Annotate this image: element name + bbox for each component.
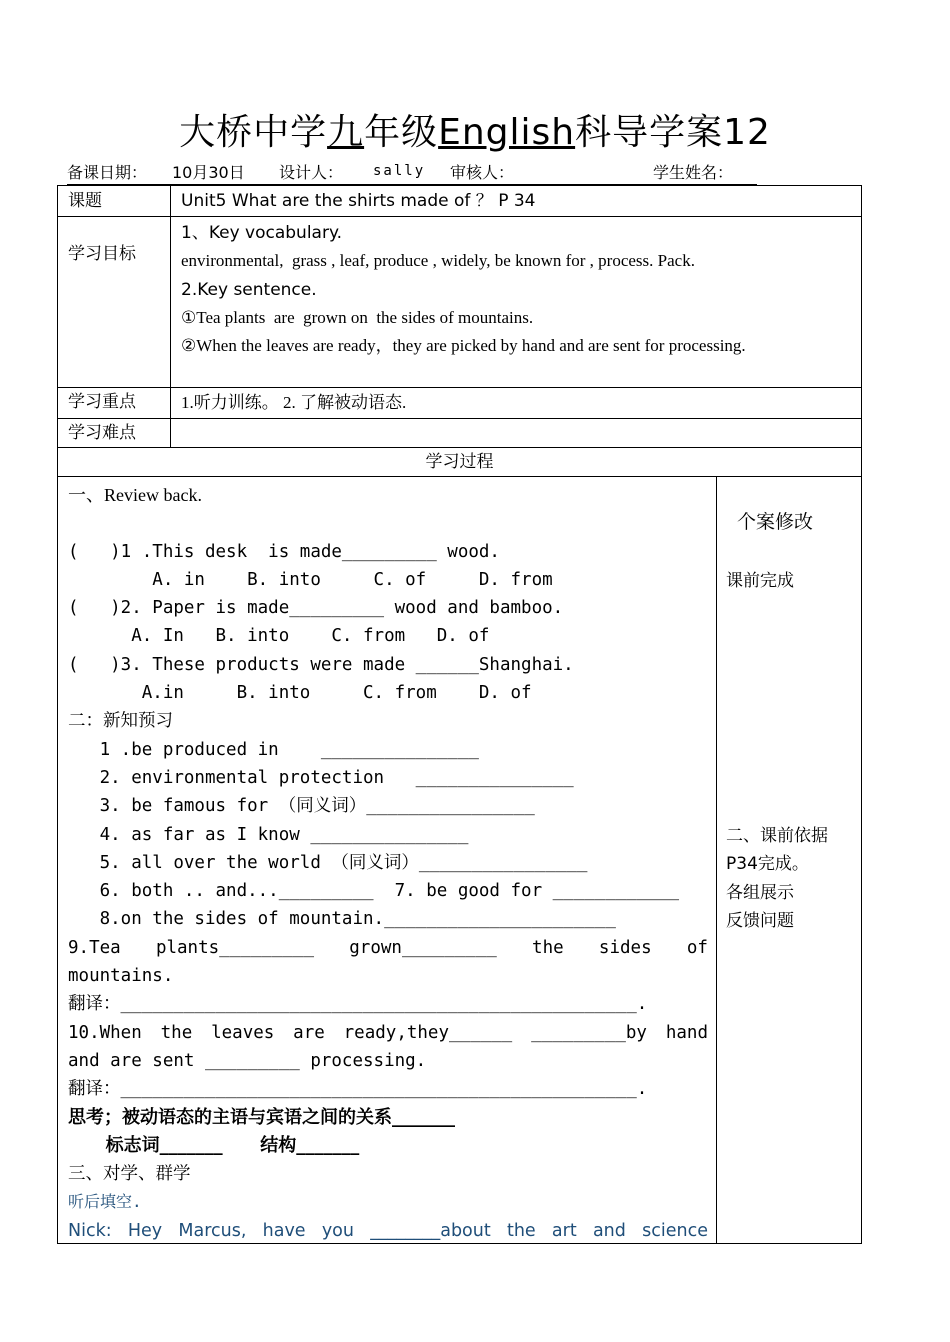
sentence-heading: 2.Key sentence.	[181, 279, 317, 300]
question-1: ( )1 .This desk is made_________ wood.	[68, 541, 500, 562]
question-1-options: A. in B. into C. of D. from	[68, 569, 553, 590]
document-title: 大桥中学九年级English科导学案12	[179, 112, 771, 153]
translate-line-2: 翻译：_________________________________________________.	[68, 1079, 648, 1100]
process-header-row	[58, 448, 862, 477]
student-label: 学生姓名：	[653, 163, 734, 182]
question-3: ( )3. These products were made ______Shanghai.	[68, 654, 574, 675]
reviewer-label: 审核人：	[450, 163, 515, 182]
preview-item-10-end: and are sent _________ processing.	[68, 1050, 427, 1071]
note-line-4: 反馈问题	[726, 910, 794, 931]
difficulty-value	[171, 419, 862, 448]
notes-title: 个案修改	[737, 511, 814, 533]
translate-line-1: 翻译：_________________________________________________.	[68, 994, 648, 1015]
note-group	[726, 822, 828, 935]
question-3-options: A.in B. into C. from D. of	[68, 683, 532, 704]
designer-label: 设计人：	[279, 163, 344, 182]
preview-heading: 二：新知预习	[68, 711, 173, 732]
preview-item-4: 4. as far as I know _______________	[68, 824, 469, 845]
listen-heading: 听后填空.	[68, 1192, 142, 1212]
designer-value: sally	[373, 163, 426, 179]
preview-item-5: 5. all over the world （同义词）________________	[68, 852, 588, 873]
note-line-3: 各组展示	[726, 882, 794, 903]
difficulty-label: 学习难点	[58, 419, 171, 448]
difficulty-row	[58, 419, 862, 448]
vocab-heading: 1、Key vocabulary.	[181, 223, 343, 243]
vocab-list: environmental, grass , leaf, produce , widely, be known for , process. Pack.	[181, 251, 695, 271]
header-meta	[67, 160, 757, 185]
process-header: 学习过程	[58, 448, 862, 477]
goals-label: 学习目标	[58, 217, 171, 388]
focus-value: 1.听力训练。 2. 了解被动语态.	[171, 388, 862, 419]
review-heading: 一、Review back.	[68, 485, 202, 505]
note-line-1: 二、课前依据	[726, 826, 828, 846]
focus-label: 学习重点	[58, 388, 171, 419]
focus-row	[58, 388, 862, 419]
process-row	[58, 477, 862, 1244]
preview-item-2: 2. environmental protection _______________	[68, 767, 574, 788]
lesson-table	[57, 185, 862, 1244]
topic-row	[58, 186, 862, 217]
note-line-2: P34完成。	[726, 854, 809, 875]
preview-item-10: 10.When the leaves are ready,they______ _________by hand	[68, 1022, 708, 1043]
key-sentence-2: ②When the leaves are ready，they are picked by hand and are sent for processing.	[181, 336, 746, 356]
think-markers: 标志词_______ 结构_______	[68, 1134, 360, 1156]
think-question: 思考；被动语态的主语与宾语之间的关系_______	[68, 1106, 455, 1128]
preview-item-6: 6. both .. and..._________ 7. be good for ____________	[68, 881, 680, 902]
question-2: ( )2. Paper is made_________ wood and bamboo.	[68, 598, 564, 619]
topic-label: 课题	[58, 186, 171, 217]
preview-item-8: 8.on the sides of mountain.______________________	[68, 909, 616, 930]
topic-value: Unit5 What are the shirts made of ？ P 34	[171, 186, 862, 217]
key-sentence-1: ①Tea plants are grown on the sides of mountains.	[181, 307, 534, 327]
goals-row	[58, 217, 862, 388]
notes-column	[717, 477, 862, 1244]
preview-item-1: 1 .be produced in _______________	[68, 739, 479, 760]
question-2-options: A. In B. into C. from D. of	[68, 626, 490, 647]
preview-item-3: 3. be famous for （同义词）________________	[68, 796, 535, 817]
process-cell	[58, 477, 717, 1244]
date-label: 备课日期：	[67, 163, 148, 182]
dialogue-line-1: Nick: Hey Marcus, have you ________about the art and science	[68, 1220, 708, 1241]
preview-item-9: 9.Tea plants_________ grown_________ the sides of	[68, 937, 708, 958]
date-value: 10月30日	[172, 163, 245, 182]
note-before-class: 课前完成	[726, 571, 794, 591]
group-study-heading: 三、对学、群学	[68, 1164, 191, 1185]
preview-item-9-end: mountains.	[68, 966, 174, 987]
